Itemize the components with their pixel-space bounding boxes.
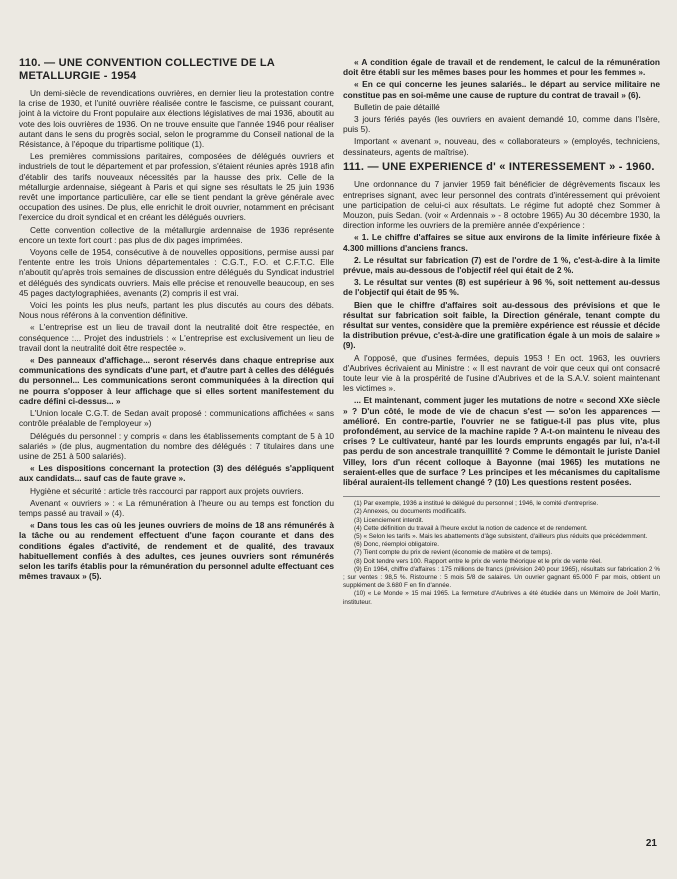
footnote: (9) En 1964, chiffre d'affaires : 175 millions de francs (prévision 240 pour 1965), résultats sur fabrication 2 % ; sur ventes : 98,5 %. Ristourne : 5 mois 5/8 de salaires. Un ouvrier gagnant 65.000 F par mois, obtient un supplément de 3.680 F en fin d'année. — [343, 565, 660, 590]
right-top-body — [343, 57, 660, 157]
footnote: (1) Par exemple, 1936 a institué le délégué du personnel ; 1946, le comité d'entreprise. — [354, 500, 599, 508]
paragraph: « A condition égale de travail et de rendement, le calcul de la rémunération doit être établi sur les mêmes bases pour les hommes et pour les femmes ». — [343, 57, 660, 78]
left-body — [19, 88, 334, 581]
paragraph: L'Union locale C.G.T. de Sedan avait proposé : communications affichées « sans contrôle préalable de l'employeur ») — [19, 408, 334, 429]
right-column — [343, 57, 660, 607]
paragraph: Une ordonnance du 7 janvier 1959 fait bénéficier de dégrèvements fiscaux les entreprises signant, avec leur personnel des contrats d'intéressement qui prévoient une participation de celui-ci aux résultats. Le régime fut adopté chez Sommer à Mouzon, puis Sedan. (voir « Ardennais » - 8 octobre 1965) Au 30 décembre 1930, la direction informe les ouvriers de la première année d'expérience : — [343, 179, 660, 231]
paragraph: « En ce qui concerne les jeunes salariés.. le départ au service militaire ne constitue pas en soi-même une cause de rupture du contrat de travail » (6). — [343, 79, 660, 100]
footnote: (3) Licenciement interdit. — [354, 516, 424, 524]
paragraph: Avenant « ouvriers » : « La rémunération à l'heure ou au temps est fonction du temps passé au travail » (4). — [19, 497, 334, 518]
paragraph: Hygiène et sécurité : article très raccourci par rapport aux projets ouvriers. — [30, 485, 304, 496]
section-heading-111: 111. — UNE EXPERIENCE d' « INTERESSEMENT » - 1960. — [343, 160, 655, 173]
paragraph: « Dans tous les cas où les jeunes ouvriers de moins de 18 ans rémunérés à la tâche ou au rendement effectuent d'une façon courante et dans des conditions égales d'activité, de rendement et de qualité, des travaux habituellement confiés à des adultes, ces jeunes ouvriers sont rémunérés selon les tarifs établis pour la rémunération du personnel adulte effectuant ces mêmes travaux » (5). — [19, 520, 334, 582]
paragraph: « Les dispositions concernant la protection (3) des délégués s'appliquent aux candidats... sauf cas de faute grave ». — [19, 463, 334, 484]
left-column — [19, 57, 334, 583]
paragraph: « Des panneaux d'affichage... seront réservés dans chaque entreprise aux communications des syndicats d'une part, et d'autre part à celles des délégués du personnel... Les communications seront communiquées à la direction qui ne pourra s'opposer à leur affichage que si elles sortent manifestement du cadre défini ci-dessus... » — [19, 355, 334, 406]
footnote: (6) Donc, réemploi obligatoire. — [354, 541, 439, 549]
footnote: (7) Tient compte du prix de revient (économie de matière et de temps). — [354, 549, 553, 557]
section-heading-110: 110. — UNE CONVENTION COLLECTIVE DE LA METALLURGIE - 1954 — [19, 57, 275, 82]
paragraph: Bien que le chiffre d'affaires soit au-dessous des prévisions et que le résultat sur fabrication soit faible, la Direction générale, tenant compte du résultat sur ventes, considère que la première expérience est réussie et décide la distribution prévue, c'est-à-dire une gratification égale à un mois de salaire » (9). — [343, 299, 660, 351]
paragraph: Cette convention collective de la métallurgie ardennaise de 1936 représente encore un texte fort court : pas plus de dix pages imprimées. — [19, 224, 334, 245]
paragraph: Voyons celle de 1954, consécutive à de nouvelles oppositions, permise aussi par l'entente entre les trois Unions départementales : C.G.T., F.O. et C.F.T.C. Elle n'aboutit qu'après trois semaines de discussion entre délégués du Syndicat industriel et délégués des syndicats ouvriers. Mais elle précise et renouvelle beaucoup, en ses 45 pages dactylographiées, avenants (2) compris il est vrai. — [19, 247, 334, 298]
footnote: (4) Cette définition du travail à l'heure exclut la notion de cadence et de rendement. — [354, 524, 588, 532]
footnote: (5) « Selon les tarifs ». Mais les abattements d'âge subsistent, d'ailleurs plus réduits que précédemment. — [354, 533, 648, 541]
paragraph: ... Et maintenant, comment juger les mutations de notre « second XXe siècle » ? D'un côté, le mode de vie de chacun s'est — so'on les apparences — amélioré. En contre-partie, l'ouvrier ne se fatigue-t-il pas plus vite, plus profondément, au service de la machine rapide ? A-t-on maintenu le niveau des crises ? Le cultivateur, hanté par les lourds emprunts engagés par lui, n'a-t-il pas perdu de son ancestrale tranquillité ? Comme le démontait le juriste Daniel Villey, lors d'un récent colloque à Bayonne (mai 1965) les mutations ne seraient-elles que de surface ? Les principes et les mécanismes du capitalisme libéral auraient-ils tellement changé ? (10) Les questions restent posées. — [343, 395, 660, 488]
footnotes — [343, 496, 660, 607]
paragraph: Voici les points les plus neufs, partant les plus discutés au cours des débats. Nous nous référons à la convention définitive. — [19, 300, 334, 321]
paragraph: « L'entreprise est un lieu de travail dont la neutralité doit être respectée, en conséquence :... Projet des industriels : « L'entreprise est exclusivement un lieu de travail dont la neutralité doit être respectée ». — [19, 322, 334, 353]
page-number: 21 — [645, 838, 657, 849]
paragraph: 3 jours fériés payés (les ouvriers en avaient demandé 10, comme dans l'Isère, puis 5). — [343, 114, 660, 135]
paragraph: A l'opposé, que d'usines fermées, depuis 1953 ! En oct. 1963, les ouvriers d'Aubrives écrivaient au Ministre : « Il est navrant de voir que ceux qui ont consacré toute leur vie à la prospérité de l'usine d'Aubrives et de la S.A.V. soient maintenant les victimes ». — [343, 352, 660, 394]
paragraph: Important « avenant », nouveau, des « collaborateurs » (employés, techniciens, dessinateurs, agents de maîtrise). — [343, 136, 660, 157]
right-body — [343, 179, 660, 487]
paragraph: « 1. Le chiffre d'affaires se situe aux environs de la limite inférieure fixée à 4.300 millions d'anciens francs. — [343, 232, 660, 253]
paragraph: Bulletin de paie détaillé — [354, 101, 440, 112]
paragraph: Un demi-siècle de revendications ouvrières, en dernier lieu la protestation contre la crise de 1930, et l'unité ouvrière réalisée contre le fascisme, ce puissant courant, joint à la victoire du Front populaire aux élections législatives de mai 1936, aboutit au vote des lois ouvrières de 1936. On ne trouve ensuite que l'année 1946 pour réaliser autant dans le sens du progrès social, selon le programme du Conseil national de la Résistance, à l'époque du tripartisme politique (1). — [19, 88, 334, 150]
paragraph: Les premières commissions paritaires, composées de délégués ouvriers et industriels de tout le département et par profession, s'étaient réunies après 1918 afin d'établir des tarifs nouveaux nécessités par la hausse des prix. Celle de la métallurgie ardennaise, siégeant à Paris et qui signe ses résultats le 25 juin 1936 revêt une importance particulière, car elle se tient pendant la grève générale avec occupation des usines. De plus, elle enrichit le droit ouvrier, notamment en précisant l'exercice du droit syndical et en créant les délégués ouvriers. — [19, 151, 334, 223]
footnote: (2) Annexes, ou documents modificatifs. — [354, 508, 467, 516]
footnote: (10) « Le Monde » 15 mai 1965. La fermeture d'Aubrives a été étudiée dans un Mémoire de Joël Martin, instituteur. — [343, 590, 660, 606]
paragraph: 2. Le résultat sur fabrication (7) est de l'ordre de 1 %, c'est-à-dire à la limite prévue, mais au-dessous de l'objectif réel qui était de 2 %. — [343, 254, 660, 275]
paragraph: Délégués du personnel : y compris « dans les établissements comptant de 5 à 10 salariés » (de plus, augmentation du nombre des délégués : 7 titulaires dans une usine de 251 à 500 salariés). — [19, 430, 334, 461]
footnote: (8) Doit tendre vers 100. Rapport entre le prix de vente théorique et le prix de vente réel. — [354, 557, 602, 565]
paragraph: 3. Le résultat sur ventes (8) est supérieur à 96 %, soit nettement au-dessus de l'objectif qui était de 95 %. — [343, 277, 660, 298]
